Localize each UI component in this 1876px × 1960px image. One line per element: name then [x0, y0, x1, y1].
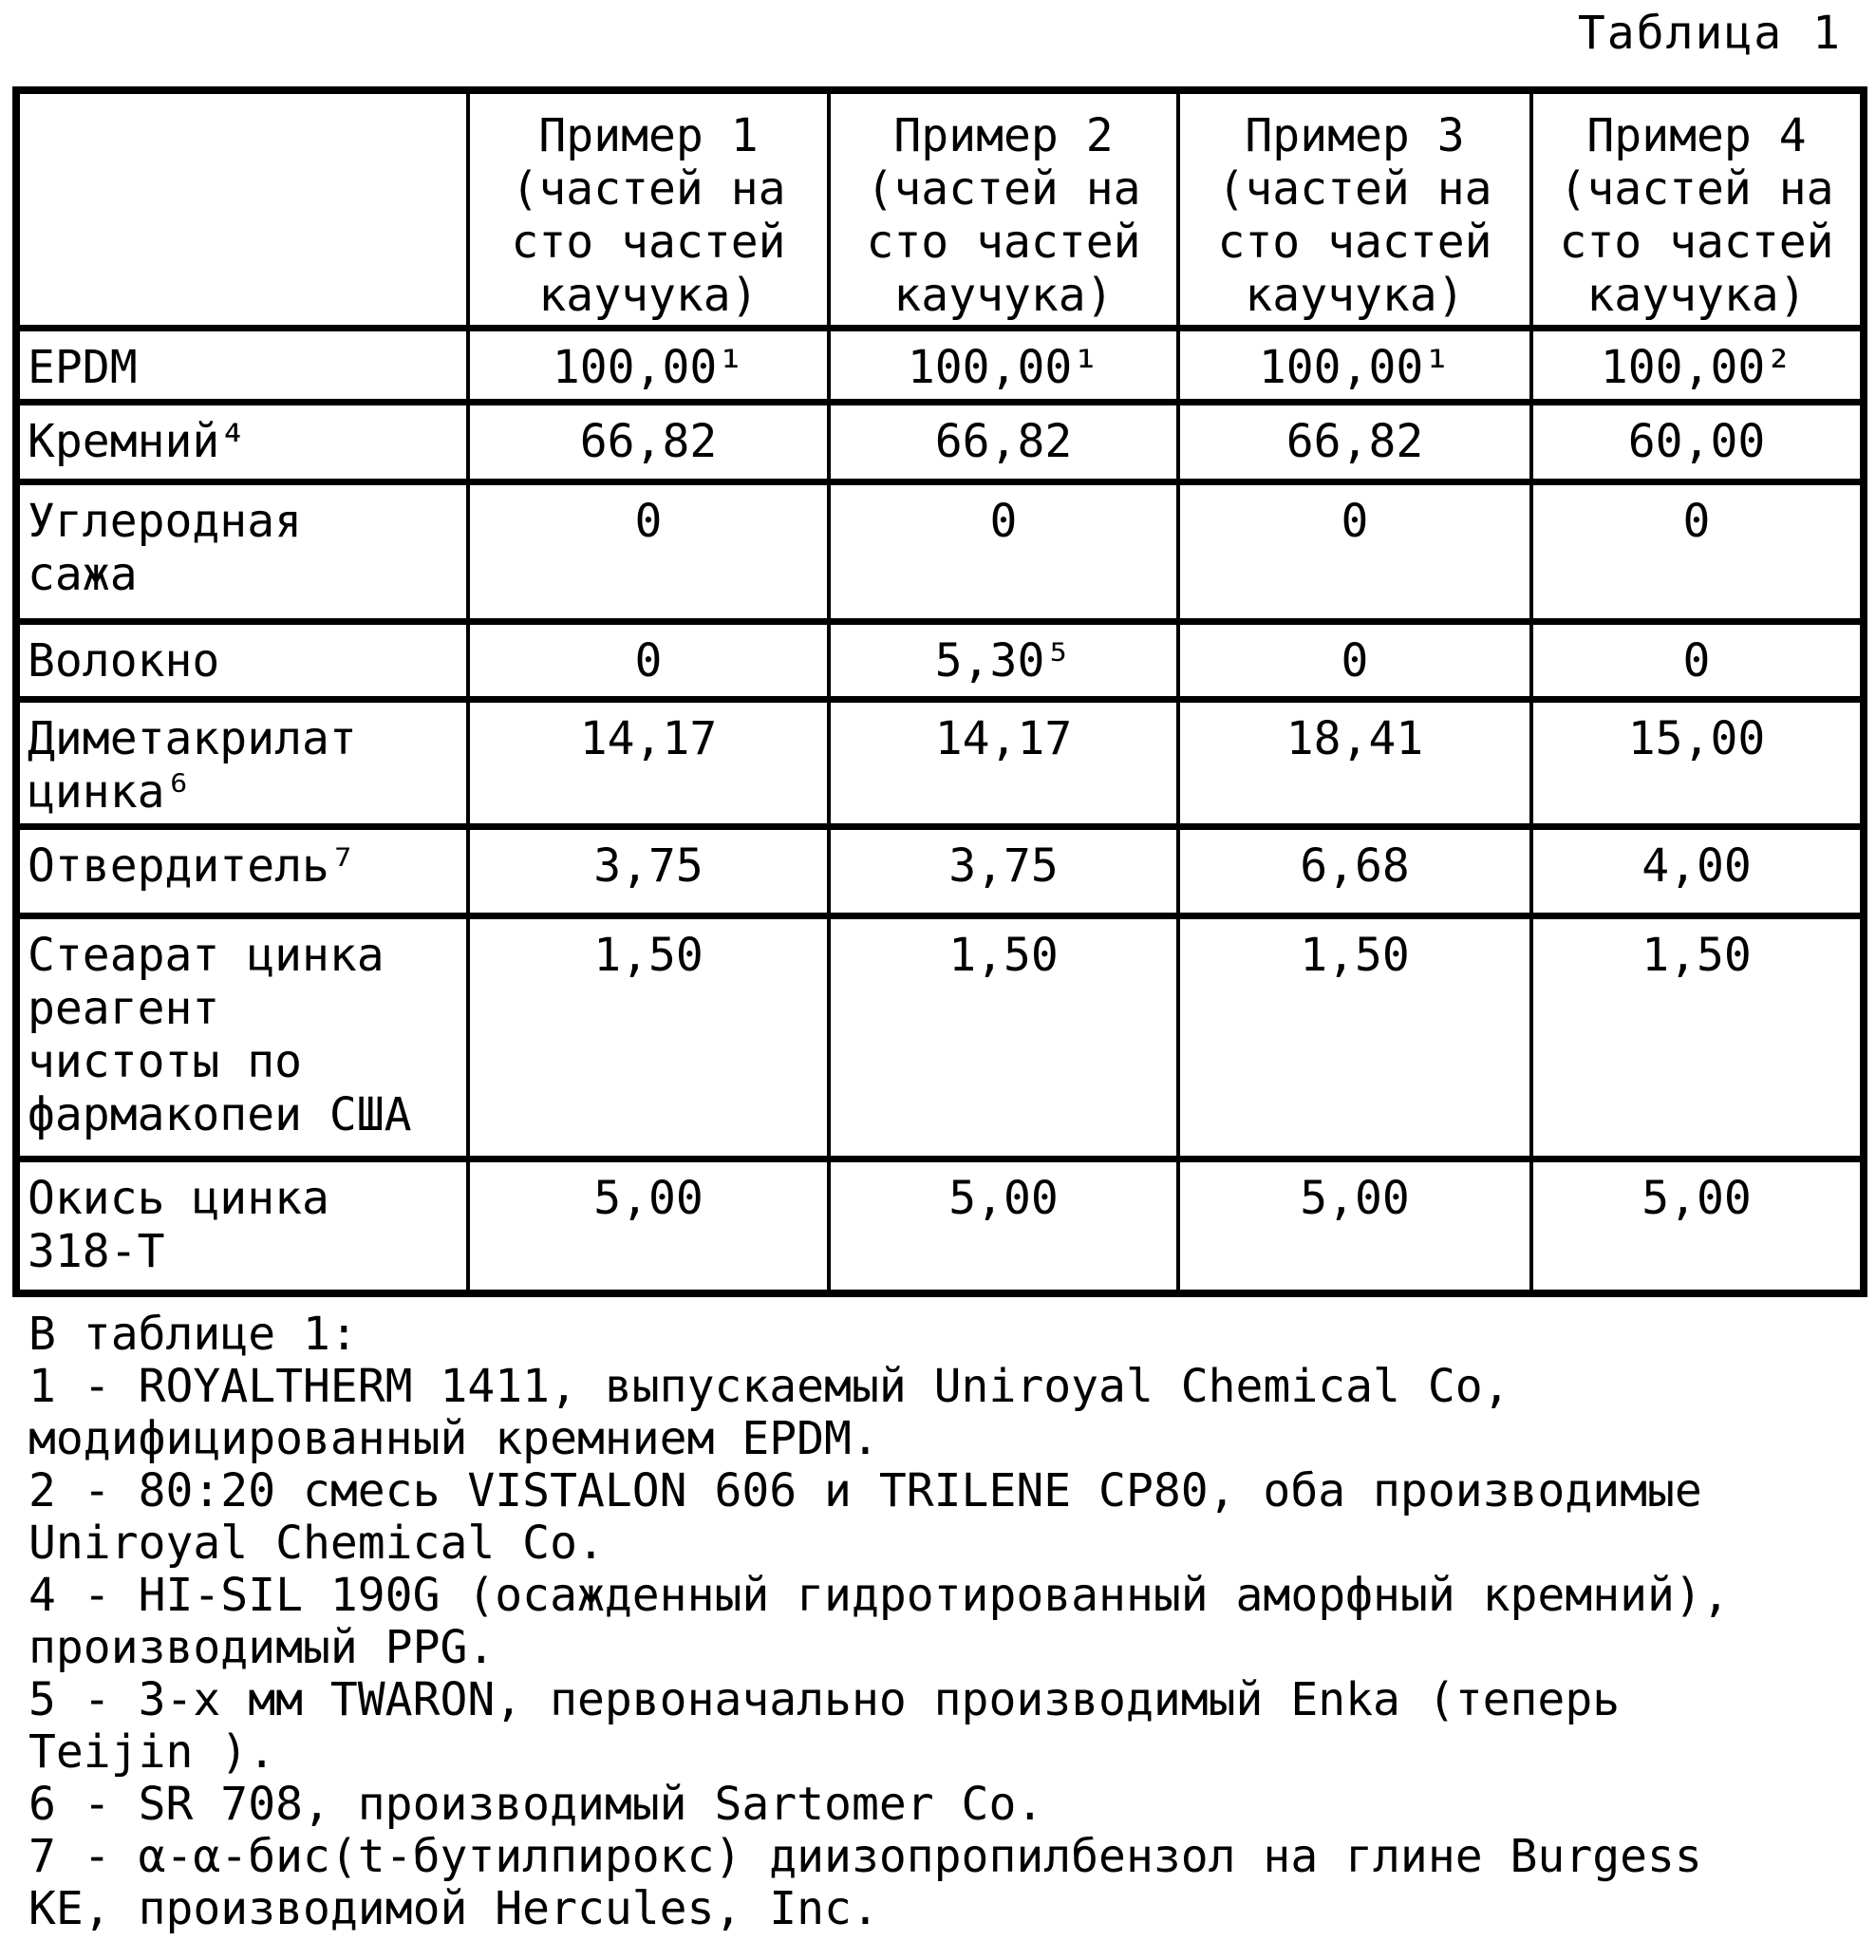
table-row-carbon-black: [16, 481, 1864, 621]
row-label-silica: Кремний⁴: [16, 402, 468, 481]
footnote-line-2a: 2 - 80:20 смесь VISTALON 606 и TRILENE CP80, оба производимые: [28, 1464, 1702, 1517]
value-cell: 5,00: [468, 1159, 829, 1293]
value-cell: 60,00: [1531, 402, 1864, 481]
footnote-line-4b: производимый PPG.: [28, 1621, 496, 1674]
table-row-curative: [16, 826, 1864, 915]
value-cell: 5,00: [1178, 1159, 1531, 1293]
table-row-silica: [16, 402, 1864, 481]
value-cell: 66,82: [468, 402, 829, 481]
value-cell: 0: [1531, 481, 1864, 621]
footnote-line-5b: Teijin ).: [28, 1725, 276, 1779]
row-label-epdm: EPDM: [16, 328, 468, 402]
footnotes-heading: В таблице 1:: [28, 1308, 358, 1361]
footnote-line-1a: 1 - ROYALTHERM 1411, выпускаемый Uniroyal Chemical Co,: [28, 1360, 1510, 1413]
value-cell: 1,50: [1531, 915, 1864, 1159]
value-cell: 100,00¹: [1178, 328, 1531, 402]
row-label-zinc-stearate: Стеарат цинка реагент чистоты по фармакопеи США: [16, 915, 468, 1159]
footnote-line-7b: KE, производимой Hercules, Inc.: [28, 1882, 879, 1935]
value-cell: 4,00: [1531, 826, 1864, 915]
table-title: Таблица 1: [1577, 7, 1842, 60]
value-cell: 5,30⁵: [829, 621, 1178, 699]
value-cell: 5,00: [829, 1159, 1178, 1293]
table-row-epdm: [16, 328, 1864, 402]
value-cell: 5,00: [1531, 1159, 1864, 1293]
value-cell: 66,82: [1178, 402, 1531, 481]
value-cell: 15,00: [1531, 699, 1864, 826]
value-cell: 0: [468, 481, 829, 621]
footnote-line-2b: Uniroyal Chemical Co.: [28, 1517, 605, 1570]
value-cell: 0: [1178, 481, 1531, 621]
row-label-zinc-oxide: Окись цинка 318-Т: [16, 1159, 468, 1293]
value-cell: 1,50: [1178, 915, 1531, 1159]
header-cell-blank: [16, 90, 468, 328]
row-label-zinc-dimethacrylate: Диметакрилат цинка⁶: [16, 699, 468, 826]
composition-table: [12, 86, 1867, 1297]
footnote-line-6: 6 - SR 708, производимый Sartomer Co.: [28, 1778, 1044, 1831]
table-row-zinc-stearate: [16, 915, 1864, 1159]
header-cell-example-4: Пример 4 (частей на сто частей каучука): [1531, 90, 1864, 328]
footnote-line-4a: 4 - HI-SIL 190G (осажденный гидротированный аморфный кремний),: [28, 1569, 1730, 1622]
row-label-carbon-black: Углеродная сажа: [16, 481, 468, 621]
value-cell: 0: [1531, 621, 1864, 699]
footnotes-section: [28, 1309, 1857, 1935]
row-label-fiber: Волокно: [16, 621, 468, 699]
table-row-fiber: [16, 621, 1864, 699]
header-cell-example-3: Пример 3 (частей на сто частей каучука): [1178, 90, 1531, 328]
header-cell-example-2: Пример 2 (частей на сто частей каучука): [829, 90, 1178, 328]
value-cell: 18,41: [1178, 699, 1531, 826]
footnote-line-1b: модифицированный кремнием EPDM.: [28, 1412, 879, 1465]
value-cell: 6,68: [1178, 826, 1531, 915]
value-cell: 66,82: [829, 402, 1178, 481]
value-cell: 100,00²: [1531, 328, 1864, 402]
value-cell: 14,17: [468, 699, 829, 826]
row-label-curative: Отвердитель⁷: [16, 826, 468, 915]
header-cell-example-1: Пример 1 (частей на сто частей каучука): [468, 90, 829, 328]
table-row-zinc-dimethacrylate: [16, 699, 1864, 826]
table-header-row: [16, 90, 1864, 328]
value-cell: 14,17: [829, 699, 1178, 826]
footnote-line-5a: 5 - 3-х мм TWARON, первоначально производимый Enka (теперь: [28, 1673, 1621, 1726]
value-cell: 100,00¹: [468, 328, 829, 402]
value-cell: 100,00¹: [829, 328, 1178, 402]
footnote-line-7a: 7 - α-α-бис(t-бутилпирокс) диизопропилбензол на глине Burgess: [28, 1830, 1702, 1883]
table-row-zinc-oxide: [16, 1159, 1864, 1293]
value-cell: 3,75: [829, 826, 1178, 915]
value-cell: 1,50: [829, 915, 1178, 1159]
value-cell: 0: [1178, 621, 1531, 699]
value-cell: 1,50: [468, 915, 829, 1159]
value-cell: 0: [829, 481, 1178, 621]
value-cell: 0: [468, 621, 829, 699]
value-cell: 3,75: [468, 826, 829, 915]
